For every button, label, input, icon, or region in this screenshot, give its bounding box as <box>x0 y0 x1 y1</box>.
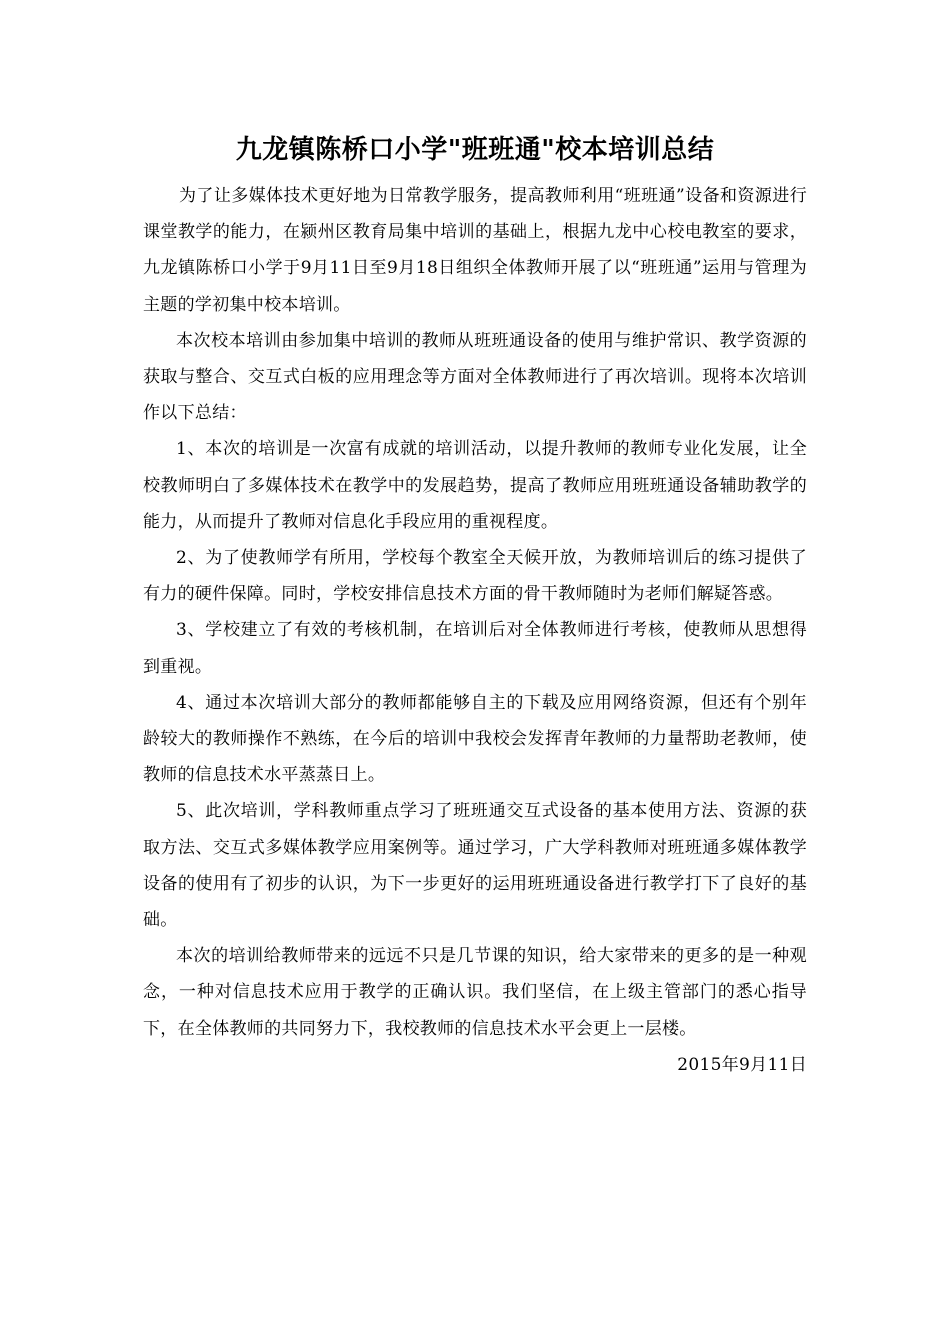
summary-point-4: 4、通过本次培训大部分的教师都能够自主的下载及应用网络资源，但还有个别年龄较大的教师操作不熟练，在今后的培训中我校会发挥青年教师的力量帮助老教师，使教师的信息技术水平蒸蒸日上。 <box>143 692 807 786</box>
summary-point-2: 2、为了使教师学有所用，学校每个教室全天候开放，为教师培训后的练习提供了有力的硬件保障。同时，学校安排信息技术方面的骨干教师随时为老师们解疑答惑。 <box>143 548 807 605</box>
document-title: 九龙镇陈桥口小学"班班通"校本培训总结 <box>235 135 715 165</box>
overview-paragraph: 本次校本培训由参加集中培训的教师从班班通设备的使用与维护常识、教学资源的获取与整合、交互式白板的应用理念等方面对全体教师进行了再次培训。现将本次培训作以下总结： <box>143 330 807 424</box>
closing-paragraph: 本次的培训给教师带来的远远不只是几节课的知识，给大家带来的更多的是一种观念，一种对信息技术应用于教学的正确认识。我们坚信，在上级主管部门的悉心指导下，在全体教师的共同努力下，我校教师的信息技术水平会更上一层楼。 <box>143 946 807 1039</box>
summary-point-3: 3、学校建立了有效的考核机制，在培训后对全体教师进行考核，使教师从思想得到重视。 <box>143 620 807 677</box>
summary-point-1: 1、本次的培训是一次富有成就的培训活动，以提升教师的教师专业化发展，让全校教师明白了多媒体技术在教学中的发展趋势，提高了教师应用班班通设备辅助教学的能力，从而提升了教师对信息化手段应用的重视程度。 <box>143 439 807 532</box>
summary-point-5: 5、此次培训，学科教师重点学习了班班通交互式设备的基本使用方法、资源的获取方法、交互式多媒体教学应用案例等。通过学习，广大学科教师对班班通多媒体教学设备的使用有了初步的认识，为下一步更好的运用班班通设备进行教学打下了良好的基础。 <box>143 801 807 931</box>
document-date: 2015年9月11日 <box>677 1054 807 1075</box>
document-page <box>143 126 807 1083</box>
intro-paragraph: 为了让多媒体技术更好地为日常教学服务，提高教师利用“班班通”设备和资源进行课堂教学的能力，在颍州区教育局集中培训的基础上，根据九龙中心校电教室的要求，九龙镇陈桥口小学于9月11日至9月18日组织全体教师开展了以“班班通”运用与管理为主题的学初集中校本培训。 <box>143 186 807 315</box>
